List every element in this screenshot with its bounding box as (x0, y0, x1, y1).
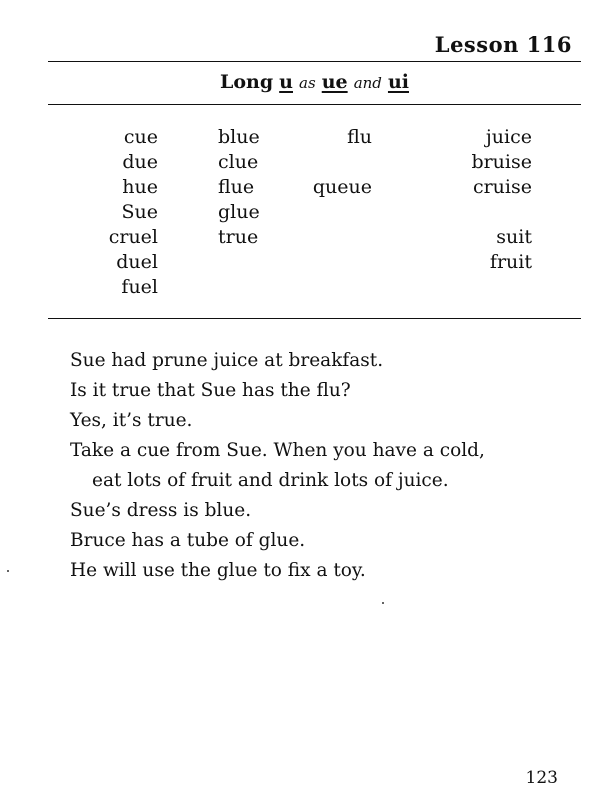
word: true (218, 226, 259, 248)
word: fuel (121, 276, 158, 298)
word-column-3 (306, 125, 372, 200)
word: cruel (108, 226, 158, 248)
word-blank (306, 150, 372, 175)
word-column-2 (218, 125, 260, 250)
subtitle-as: as (299, 74, 316, 92)
sentence-line: Sue’s dress is blue. (70, 500, 252, 521)
word-column-4 (452, 125, 532, 275)
subtitle-prefix: Long (219, 71, 274, 93)
word: queue (312, 176, 372, 198)
subtitle-pattern-ue: ue (321, 71, 348, 93)
sentence-line: Yes, it’s true. (70, 410, 193, 431)
sentence-line: He will use the glue to fix a toy. (70, 560, 366, 581)
sentence-line: eat lots of fruit and drink lots of juice. (92, 470, 449, 491)
word: cruise (472, 176, 532, 198)
section-rule (48, 318, 581, 319)
word: blue (218, 126, 260, 148)
word: juice (485, 126, 532, 148)
word: fruit (489, 251, 532, 273)
word: flue (218, 176, 255, 198)
word: clue (218, 151, 259, 173)
word: suit (496, 226, 532, 248)
lesson-subtitle (48, 71, 581, 93)
subtitle-rule (48, 104, 581, 105)
word: Sue (121, 201, 158, 223)
sentence-line: Bruce has a tube of glue. (70, 530, 306, 551)
sentence-line: Is it true that Sue has the flu? (70, 380, 351, 401)
sentence-line: Sue had prune juice at breakfast. (70, 350, 384, 371)
word: flu (347, 126, 372, 148)
word: duel (116, 251, 158, 273)
scan-speck (7, 570, 9, 572)
word: bruise (471, 151, 532, 173)
page-number: 123 (525, 768, 558, 788)
subtitle-pattern-ui: ui (387, 71, 409, 93)
word: due (122, 151, 158, 173)
word: cue (123, 126, 158, 148)
word: hue (122, 176, 158, 198)
word-blank (452, 200, 532, 225)
top-rule (48, 61, 581, 62)
lesson-title: Lesson 116 (434, 32, 572, 57)
subtitle-and: and (353, 74, 382, 92)
word-column-1 (96, 125, 158, 300)
subtitle-letter: u (279, 71, 293, 93)
scan-speck (382, 602, 384, 604)
reading-sentences (70, 346, 485, 586)
word: glue (218, 201, 260, 223)
sentence-line: Take a cue from Sue. When you have a cold, (70, 440, 485, 461)
